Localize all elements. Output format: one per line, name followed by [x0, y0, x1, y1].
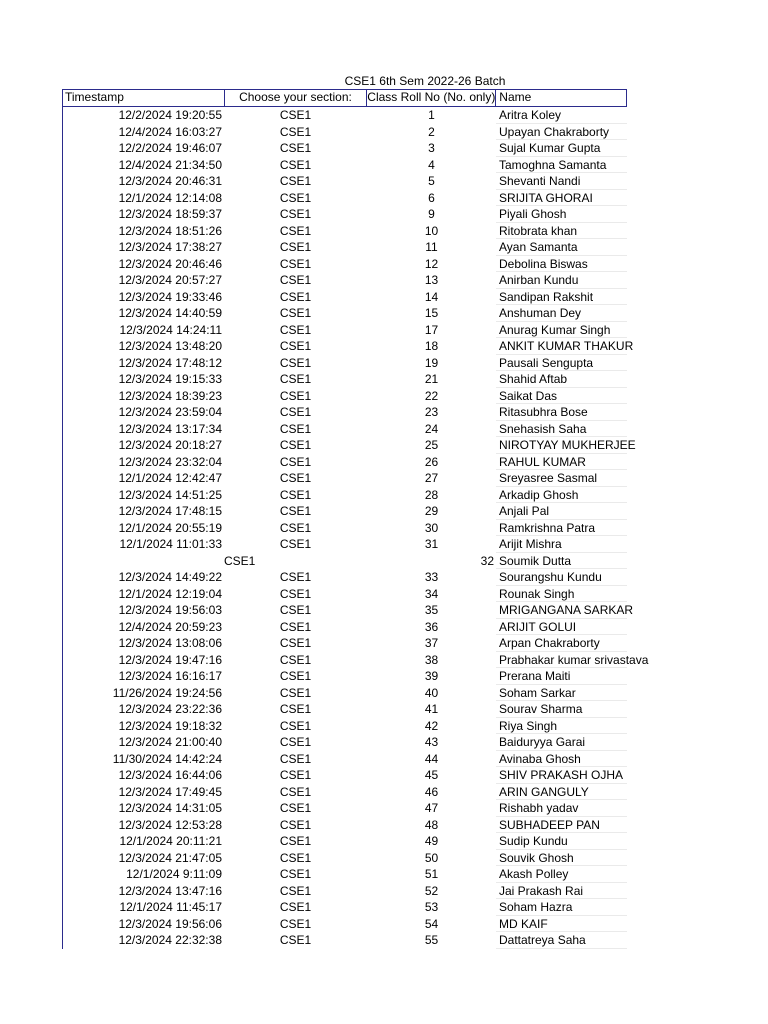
table-row — [63, 206, 627, 223]
header-section: Choose your section: — [224, 90, 367, 106]
cell-timestamp: 12/1/2024 11:45:17 — [119, 900, 222, 914]
cell-roll: 46 — [424, 784, 439, 799]
cell-roll: 29 — [424, 504, 439, 518]
cell-name: Rishabh yadav — [496, 800, 627, 817]
table-row — [63, 173, 627, 190]
cell-name: Arijit Mishra — [496, 536, 627, 553]
cell-roll: 3 — [428, 141, 435, 155]
cell-timestamp: 12/3/2024 19:33:46 — [118, 289, 222, 304]
cell-roll: 11 — [425, 240, 438, 254]
cell-section: CSE1 — [279, 223, 312, 238]
cell-roll: 26 — [424, 454, 439, 469]
cell-timestamp — [63, 553, 224, 570]
table-row — [63, 404, 627, 421]
cell-section: CSE1 — [279, 570, 312, 584]
cell-name: ARIJIT GOLUI — [496, 619, 627, 636]
cell-roll: 31 — [424, 537, 439, 551]
cell-name: Upayan Chakraborty — [496, 124, 627, 141]
table-row — [63, 223, 627, 240]
cell-timestamp: 12/1/2024 11:01:33 — [119, 537, 222, 551]
cell-section: CSE1 — [279, 636, 312, 650]
cell-roll: 35 — [424, 603, 439, 617]
table-row — [63, 602, 634, 619]
cell-roll: 23 — [424, 405, 439, 419]
cell-section: CSE1 — [279, 190, 312, 205]
table-row — [63, 124, 627, 141]
cell-section: CSE1 — [279, 289, 312, 304]
cell-name: Sandipan Rakshit — [496, 289, 627, 306]
cell-section: CSE1 — [279, 619, 312, 634]
table-row — [63, 883, 627, 900]
table-row — [63, 388, 627, 405]
cell-name: Soumik Dutta — [496, 553, 627, 570]
table-row — [63, 916, 627, 933]
cell-section: CSE1 — [279, 454, 312, 469]
cell-roll: 13 — [424, 273, 439, 287]
table-row — [63, 635, 627, 652]
cell-timestamp: 12/3/2024 18:51:26 — [118, 223, 222, 238]
cell-section: CSE1 — [279, 355, 312, 370]
cell-roll: 36 — [424, 619, 439, 634]
cell-roll: 51 — [424, 867, 439, 881]
cell-timestamp: 12/3/2024 21:00:40 — [118, 735, 222, 749]
cell-timestamp: 12/4/2024 20:59:23 — [118, 619, 222, 634]
table-row — [63, 751, 627, 768]
cell-section: CSE1 — [279, 504, 312, 518]
cell-name: Piyali Ghosh — [496, 206, 627, 223]
table-row — [63, 817, 627, 834]
cell-timestamp: 12/2/2024 19:20:55 — [118, 108, 222, 122]
cell-roll: 55 — [424, 933, 439, 947]
cell-name: Snehasish Saha — [496, 421, 627, 438]
cell-name: Souvik Ghosh — [496, 850, 627, 867]
table-row — [63, 454, 627, 471]
cell-timestamp: 12/3/2024 21:47:05 — [118, 850, 222, 865]
cell-roll: 2 — [428, 124, 435, 139]
cell-timestamp: 12/4/2024 21:34:50 — [118, 157, 222, 172]
table-row — [63, 421, 627, 438]
table-body — [63, 107, 649, 949]
cell-timestamp: 12/3/2024 14:31:05 — [118, 801, 222, 815]
cell-timestamp: 12/3/2024 17:48:12 — [118, 355, 222, 370]
table-row — [63, 371, 627, 388]
table-row — [63, 734, 627, 751]
cell-name: Soham Hazra — [496, 899, 627, 916]
sheet-title: CSE1 6th Sem 2022-26 Batch — [344, 74, 506, 88]
cell-section: CSE1 — [279, 405, 312, 419]
table-row — [63, 520, 627, 537]
cell-section: CSE1 — [279, 273, 312, 287]
table-row — [63, 289, 627, 306]
cell-name: NIROTYAY MUKHERJEE — [496, 437, 627, 454]
cell-roll: 12 — [424, 256, 439, 271]
cell-name: SHIV PRAKASH OJHA — [496, 767, 627, 784]
cell-roll: 30 — [424, 520, 439, 535]
cell-name: Akash Polley — [496, 866, 627, 883]
cell-name: Arpan Chakraborty — [496, 635, 627, 652]
table-row — [63, 338, 634, 355]
cell-section: CSE1 — [279, 685, 312, 700]
cell-roll: 10 — [424, 223, 439, 238]
table-row — [63, 899, 627, 916]
cell-name: MD KAIF — [496, 916, 627, 933]
cell-name: Anirban Kundu — [496, 272, 627, 289]
cell-name: Dattatreya Saha — [496, 932, 627, 949]
cell-name: Pausali Sengupta — [496, 355, 627, 372]
cell-roll: 43 — [424, 735, 439, 749]
cell-section: CSE1 — [279, 933, 312, 947]
header-row — [63, 89, 627, 107]
cell-roll: 54 — [424, 916, 439, 931]
cell-section: CSE1 — [279, 388, 312, 403]
cell-name: Prabhakar kumar srivastava — [496, 652, 627, 669]
cell-section: CSE1 — [279, 817, 312, 832]
cell-name: MRIGANGANA SARKAR — [496, 602, 627, 619]
cell-roll: 41 — [424, 702, 439, 716]
cell-section: CSE1 — [279, 586, 312, 601]
cell-section: CSE1 — [279, 702, 312, 716]
cell-roll: 34 — [424, 586, 439, 601]
cell-section: CSE1 — [279, 322, 312, 337]
cell-name: ARIN GANGULY — [496, 784, 627, 801]
table-row — [63, 239, 627, 256]
cell-roll: 38 — [424, 652, 439, 667]
cell-section: CSE1 — [279, 603, 312, 617]
cell-section: CSE1 — [279, 108, 312, 122]
table-row — [63, 536, 627, 553]
cell-section: CSE1 — [279, 801, 312, 815]
table-row — [63, 355, 627, 372]
cell-roll: 14 — [424, 289, 439, 304]
table-row — [63, 619, 627, 636]
table-row — [63, 487, 627, 504]
cell-timestamp: 12/4/2024 16:03:27 — [118, 124, 222, 139]
table-row — [63, 272, 627, 289]
table-row — [63, 833, 627, 850]
table-row — [63, 470, 627, 487]
cell-timestamp: 12/1/2024 12:42:47 — [118, 471, 222, 485]
cell-name: Ritasubhra Bose — [496, 404, 627, 421]
cell-section: CSE1 — [279, 174, 312, 188]
cell-name: RAHUL KUMAR — [496, 454, 627, 471]
cell-section: CSE1 — [279, 256, 312, 271]
cell-name: Soham Sarkar — [496, 685, 627, 702]
cell-name: Anjali Pal — [496, 503, 627, 520]
cell-timestamp: 12/3/2024 18:59:37 — [118, 207, 222, 221]
cell-section: CSE1 — [279, 421, 312, 436]
cell-roll: 18 — [424, 339, 439, 353]
table-row — [63, 767, 627, 784]
table-row — [63, 503, 627, 520]
cell-section: CSE1 — [279, 487, 312, 502]
table-row — [63, 685, 627, 702]
cell-roll: 37 — [424, 636, 439, 650]
table-row — [63, 668, 627, 685]
cell-roll: 5 — [428, 174, 435, 188]
cell-roll: 1 — [428, 108, 435, 122]
table-row — [63, 800, 627, 817]
cell-section: CSE1 — [279, 207, 312, 221]
cell-roll: 50 — [424, 850, 439, 865]
cell-timestamp: 12/3/2024 13:48:20 — [118, 339, 222, 353]
cell-roll: 44 — [424, 751, 439, 766]
cell-name: Ayan Samanta — [496, 239, 627, 256]
cell-roll: 45 — [424, 768, 439, 782]
cell-name: Ramkrishna Patra — [496, 520, 627, 537]
cell-timestamp: 12/3/2024 17:48:15 — [118, 504, 222, 518]
cell-section: CSE1 — [279, 652, 312, 667]
cell-name: Sujal Kumar Gupta — [496, 140, 627, 157]
table-row — [63, 932, 627, 949]
table-row — [63, 107, 627, 124]
cell-name: SRIJITA GHORAI — [496, 190, 627, 207]
cell-timestamp: 12/1/2024 12:14:08 — [118, 190, 222, 205]
cell-section: CSE1 — [279, 240, 312, 254]
cell-timestamp: 11/30/2024 14:42:24 — [112, 751, 222, 766]
header-name: Name — [495, 90, 626, 106]
cell-name: Anshuman Dey — [496, 305, 627, 322]
cell-name: Baiduryya Garai — [496, 734, 627, 751]
cell-section: CSE1 — [279, 537, 312, 551]
cell-section: CSE1 — [279, 306, 312, 320]
header-roll: Class Roll No (No. only) — [367, 90, 496, 104]
cell-name: Tamoghna Samanta — [496, 157, 627, 174]
cell-section: CSE1 — [279, 735, 312, 749]
cell-section: CSE1 — [279, 768, 312, 782]
cell-name: SUBHADEEP PAN — [496, 817, 627, 834]
cell-roll: 21 — [424, 372, 439, 386]
cell-section: CSE1 — [279, 157, 312, 172]
cell-roll: 25 — [424, 438, 439, 452]
cell-timestamp: 12/3/2024 12:53:28 — [118, 817, 222, 832]
table-row — [63, 256, 627, 273]
cell-timestamp: 12/3/2024 23:22:36 — [118, 702, 222, 716]
cell-section: CSE1 — [279, 471, 312, 485]
table-row — [63, 850, 627, 867]
cell-timestamp: 12/3/2024 16:16:17 — [118, 669, 222, 683]
cell-roll: 52 — [424, 883, 439, 898]
cell-name: ANKIT KUMAR THAKUR — [496, 338, 627, 355]
cell-section: CSE1 — [279, 520, 312, 535]
cell-name: Anurag Kumar Singh — [496, 322, 627, 339]
cell-name: Avinaba Ghosh — [496, 751, 627, 768]
cell-roll: 17 — [424, 322, 439, 337]
cell-timestamp: 12/3/2024 17:38:27 — [118, 240, 222, 254]
cell-timestamp: 12/3/2024 19:47:16 — [118, 652, 222, 667]
cell-section: CSE1 — [279, 438, 312, 452]
cell-name: Rounak Singh — [496, 586, 627, 603]
cell-roll: 28 — [424, 487, 439, 502]
cell-name: Jai Prakash Rai — [496, 883, 627, 900]
cell-timestamp: 12/3/2024 19:18:32 — [118, 718, 222, 733]
cell-section: CSE1 — [279, 784, 312, 799]
table-row — [63, 701, 627, 718]
cell-section: CSE1 — [279, 916, 312, 931]
cell-roll: 19 — [424, 355, 439, 370]
cell-timestamp: 12/1/2024 9:11:09 — [126, 867, 222, 881]
cell-roll: 53 — [424, 900, 439, 914]
table-row — [63, 305, 627, 322]
cell-timestamp: 12/3/2024 14:24:11 — [119, 322, 222, 337]
cell-name: Shahid Aftab — [496, 371, 627, 388]
cell-roll: 15 — [424, 306, 439, 320]
cell-timestamp: 12/1/2024 12:19:04 — [118, 586, 222, 601]
cell-name: Arkadip Ghosh — [496, 487, 627, 504]
cell-timestamp: 12/3/2024 13:17:34 — [118, 421, 222, 436]
cell-roll: 4 — [428, 157, 435, 172]
cell-timestamp: 12/3/2024 17:49:45 — [118, 784, 222, 799]
cell-section: CSE1 — [279, 141, 312, 155]
cell-section: CSE1 — [279, 124, 312, 139]
cell-timestamp: 12/1/2024 20:11:21 — [119, 834, 222, 848]
cell-timestamp: 11/26/2024 19:24:56 — [112, 685, 222, 700]
cell-roll: 39 — [424, 669, 439, 683]
cell-timestamp: 12/3/2024 20:18:27 — [118, 438, 222, 452]
cell-name: Sreyasree Sasmal — [496, 470, 627, 487]
cell-name: Sudip Kundu — [496, 833, 627, 850]
cell-timestamp: 12/3/2024 22:32:38 — [118, 933, 222, 947]
data-table — [62, 89, 649, 949]
cell-roll: 32 — [480, 553, 494, 568]
table-row — [63, 190, 627, 207]
cell-section: CSE1 — [279, 339, 312, 353]
cell-name: Saikat Das — [496, 388, 627, 405]
cell-name: Riya Singh — [496, 718, 627, 735]
cell-timestamp: 12/3/2024 23:59:04 — [118, 405, 222, 419]
cell-timestamp: 12/3/2024 19:56:03 — [118, 603, 222, 617]
cell-name: Sourangshu Kundu — [496, 569, 627, 586]
table-row — [63, 569, 627, 586]
table-row — [63, 586, 627, 603]
cell-timestamp: 12/3/2024 20:46:46 — [118, 256, 222, 271]
cell-roll: 33 — [424, 570, 439, 584]
cell-roll: 40 — [424, 685, 439, 700]
table-row — [63, 866, 627, 883]
table-row — [63, 718, 627, 735]
cell-section: CSE1 — [279, 751, 312, 766]
cell-section: CSE1 — [279, 883, 312, 898]
cell-timestamp: 12/3/2024 16:44:06 — [118, 768, 222, 782]
cell-name: Debolina Biswas — [496, 256, 627, 273]
cell-timestamp: 12/3/2024 19:15:33 — [118, 372, 222, 386]
cell-timestamp: 12/3/2024 14:51:25 — [118, 487, 222, 502]
cell-timestamp: 12/2/2024 19:46:07 — [118, 141, 222, 155]
cell-section: CSE1 — [279, 669, 312, 683]
cell-roll: 42 — [424, 718, 439, 733]
table-row — [63, 553, 627, 570]
cell-name: Aritra Koley — [496, 107, 627, 124]
cell-timestamp: 12/3/2024 19:56:06 — [118, 916, 222, 931]
cell-name: Sourav Sharma — [496, 701, 627, 718]
cell-timestamp: 12/3/2024 13:47:16 — [118, 883, 222, 898]
header-timestamp: Timestamp — [65, 90, 124, 104]
cell-roll: 48 — [424, 817, 439, 832]
cell-timestamp: 12/1/2024 20:55:19 — [118, 520, 222, 535]
cell-roll: 24 — [424, 421, 439, 436]
cell-section: CSE1 — [279, 900, 312, 914]
cell-roll: 27 — [424, 471, 439, 485]
cell-section: CSE1 — [279, 718, 312, 733]
cell-name: Shevanti Nandi — [496, 173, 627, 190]
cell-roll: 22 — [424, 388, 439, 403]
table-row — [63, 784, 627, 801]
table-row — [63, 652, 649, 669]
cell-section: CSE1 — [224, 553, 256, 568]
cell-timestamp: 12/3/2024 13:08:06 — [118, 636, 222, 650]
cell-timestamp: 12/3/2024 20:46:31 — [118, 174, 222, 188]
cell-timestamp: 12/3/2024 14:49:22 — [118, 570, 222, 584]
cell-name: Prerana Maiti — [496, 668, 627, 685]
cell-section: CSE1 — [279, 867, 312, 881]
cell-roll: 9 — [428, 207, 435, 221]
cell-roll: 49 — [424, 834, 439, 848]
cell-timestamp: 12/3/2024 14:40:59 — [118, 306, 222, 320]
cell-timestamp: 12/3/2024 20:57:27 — [118, 273, 222, 287]
cell-roll: 47 — [424, 801, 439, 815]
cell-timestamp: 12/3/2024 18:39:23 — [118, 388, 222, 403]
cell-roll: 6 — [428, 190, 435, 205]
cell-section: CSE1 — [279, 372, 312, 386]
cell-name: Ritobrata khan — [496, 223, 627, 240]
cell-section: CSE1 — [279, 850, 312, 865]
table-row — [63, 437, 636, 454]
table-row — [63, 322, 627, 339]
cell-timestamp: 12/3/2024 23:32:04 — [118, 454, 222, 469]
cell-section: CSE1 — [279, 834, 312, 848]
table-row — [63, 157, 627, 174]
table-row — [63, 140, 627, 157]
